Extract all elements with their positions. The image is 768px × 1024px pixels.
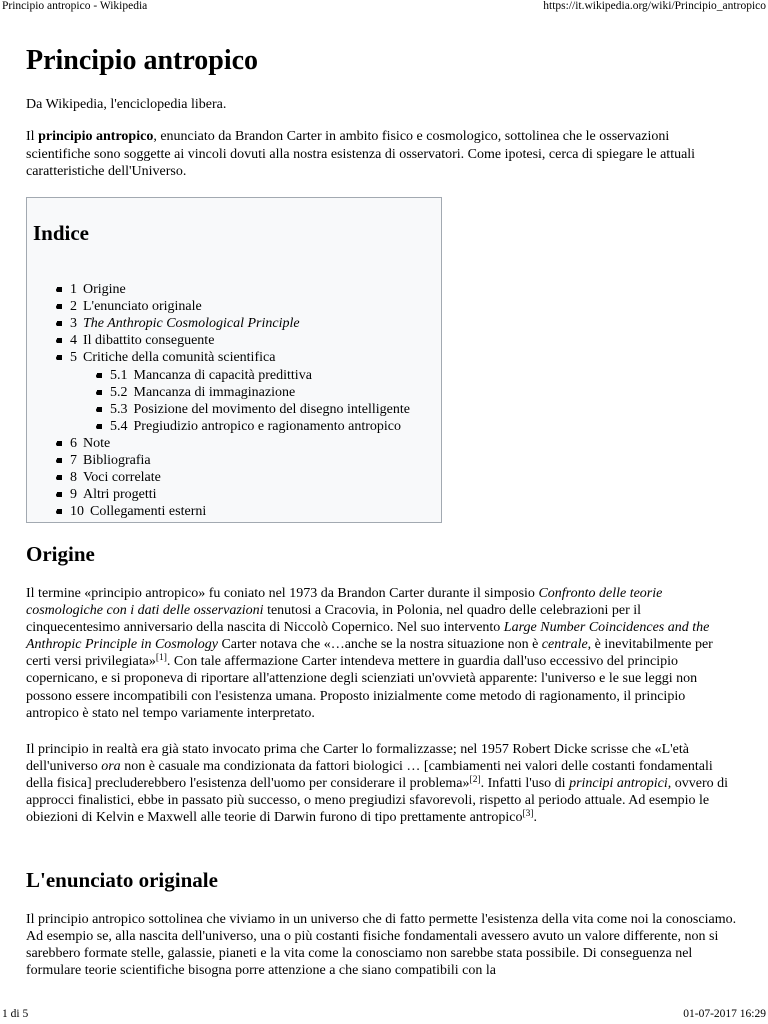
- toc-item-label[interactable]: Voci correlate: [83, 470, 161, 486]
- toc-item-label[interactable]: Note: [83, 435, 111, 451]
- text-run: .: [533, 810, 538, 826]
- intro-text-start: Il: [26, 129, 39, 144]
- toc-item[interactable]: [110, 401, 410, 418]
- toc-item[interactable]: [70, 281, 126, 298]
- toc-item-label[interactable]: Mancanza di immaginazione: [133, 384, 296, 400]
- toc-bullet: [57, 355, 62, 360]
- toc-item[interactable]: [70, 332, 214, 349]
- toc-item[interactable]: [70, 452, 151, 469]
- origine-paragraph-2: [26, 741, 738, 826]
- toc-item-number: 6: [70, 435, 77, 451]
- text-run: Carter notava che «…anche se la nostra situazione non è: [217, 637, 542, 653]
- toc-bullet: [57, 475, 62, 480]
- toc-bullet: [57, 441, 62, 446]
- section-heading-origine: Origine: [26, 542, 95, 566]
- toc-item-number: 5.3: [110, 401, 128, 417]
- text-run: non è casuale ma condizionata da fattori biologici … [cambiamenti nei valori delle costanti fondamentali della fisica] precluderebbero l'esistenza dell'uomo per considerare il problema»: [26, 759, 713, 792]
- reference-link-2[interactable]: [2]: [469, 775, 481, 786]
- toc-item-label[interactable]: Mancanza di capacità predittiva: [133, 367, 312, 383]
- toc-item-label[interactable]: Critiche della comunità scientifica: [83, 350, 276, 366]
- toc-item[interactable]: [70, 435, 110, 452]
- section-heading-enunciato: L'enunciato originale: [26, 868, 218, 892]
- toc-item-number: 2: [70, 299, 77, 315]
- text-run: tenutosi a Cracovia, in Polonia, nel quadro delle celebrazioni per il cinquecentesimo anniversario della nascita di Niccolò Copernico. Nel suo intervento: [26, 603, 642, 636]
- toc-item-label[interactable]: The Anthropic Cosmological Principle: [83, 316, 300, 332]
- toc-bullet: [57, 338, 62, 343]
- reference-link-3[interactable]: [3]: [522, 809, 534, 820]
- toc-item-number: 4: [70, 333, 77, 349]
- text-run: . Infatti l'uso di: [480, 776, 570, 792]
- toc-item-number: 1: [70, 282, 77, 297]
- toc-title: Indice: [33, 221, 90, 245]
- toc-item-label[interactable]: L'enunciato originale: [83, 299, 202, 315]
- text-run: , ovvero di approcci finalistici, ebbe in passato più successo, o meno pregiudizi sfavorevoli, rispetto al periodo attuale. Ad esempio le obiezioni di Kelvin e Maxwell alle teorie di Darwin furono di tipo prettamente antropico: [26, 776, 728, 826]
- text-run: Il principio in realtà era già stato invocato prima che Carter lo formalizzasse; nel 1957 Robert Dicke scrisse che «L'età dell'universo: [26, 742, 689, 775]
- toc-bullet: [57, 287, 62, 292]
- toc-item-number: 9: [70, 487, 77, 503]
- toc-item-number: 5: [70, 350, 77, 366]
- print-header-url: https://it.wikipedia.org/wiki/Principio_antropico: [543, 0, 766, 12]
- print-footer-datetime: 01-07-2017 16:29: [683, 1008, 766, 1020]
- toc-item[interactable]: [110, 384, 295, 401]
- intro-bold-term: principio antropico: [38, 129, 154, 144]
- italic-term: centrale: [541, 637, 588, 653]
- text-run: . Con tale affermazione Carter intendeva mettere in guardia dall'uso eccessivo del principio copernicano, e si proponeva di riportare all'attenzione degli scienziati un'ovvietà apparente: l'universo e le sue leggi non possono essere incompatibili con l'esistenza umana. Proposto inizialmente come metodo di ragionamento, il principio antropico è stato nel tempo variamente interpretato.: [26, 654, 698, 721]
- toc-item[interactable]: [70, 315, 300, 332]
- print-footer: [0, 1008, 768, 1022]
- italic-term: principi antropici: [569, 776, 668, 792]
- print-header: [0, 0, 768, 14]
- text-run: Il termine «principio antropico» fu coniato nel 1973 da Brandon Carter durante il simposio: [26, 586, 539, 601]
- toc-item-number: 7: [70, 453, 77, 468]
- toc-item-label[interactable]: Altri progetti: [83, 487, 157, 503]
- toc-item[interactable]: [70, 349, 275, 366]
- toc-item-label[interactable]: Posizione del movimento del disegno intelligente: [133, 401, 410, 417]
- intro-text-rest: , enunciato da Brandon Carter in ambito fisico e cosmologico, sottolinea che le osservazioni scientifiche sono soggette ai vincoli dovuti alla nostra esistenza di osservatori. Come ipotesi, cerca di spiegare le attuali caratteristiche dell'Universo.: [26, 129, 696, 179]
- toc-bullet: [97, 373, 102, 378]
- toc-item-number: 10: [70, 504, 84, 520]
- toc-item[interactable]: [70, 486, 157, 503]
- toc-bullet: [57, 492, 62, 497]
- toc-item-number: 5.4: [110, 418, 128, 434]
- print-footer-page-number: 1 di 5: [2, 1008, 29, 1020]
- italic-term: ora: [101, 759, 121, 775]
- site-subtitle: Da Wikipedia, l'enciclopedia libera.: [26, 97, 227, 112]
- toc-item-number: 8: [70, 470, 77, 486]
- enunciato-paragraph-1: Il principio antropico sottolinea che viviamo in un universo che di fatto permette l'esistenza della vita come noi la conosciamo. Ad esempio se, alla nascita dell'universo, una o più costanti fisiche fondamentali avessero avuto un valore differente, non si sarebbero formate stelle, galassie, pianeti e la vita come la conosciamo non sarebbe stata possibile. Di conseguenza nel formulare teorie scientifiche bisogna porre attenzione a che siano compatibili con la: [26, 912, 737, 979]
- origine-paragraph-1: [26, 585, 738, 722]
- reference-link-1[interactable]: [1]: [155, 653, 167, 664]
- toc-item-number: 3: [70, 316, 77, 332]
- toc-item-label[interactable]: Bibliografia: [83, 453, 151, 468]
- text-run: , è inevitabilmente per certi versi privilegiata»: [26, 637, 713, 670]
- toc-bullet: [97, 407, 102, 412]
- toc-bullet: [57, 509, 62, 514]
- toc-item-label[interactable]: Il dibattito conseguente: [83, 333, 215, 349]
- toc-bullet: [57, 321, 62, 326]
- toc-bullet: [97, 390, 102, 395]
- toc-bullet: [97, 424, 102, 429]
- toc-item[interactable]: [70, 298, 202, 315]
- page-title: Principio antropico: [26, 45, 259, 76]
- toc-bullet: [57, 304, 62, 309]
- print-header-page-title: Principio antropico - Wikipedia: [2, 0, 148, 12]
- toc-item[interactable]: [110, 367, 312, 384]
- italic-title: Large Number Coincidences and the Anthropic Principle in Cosmology: [26, 620, 710, 653]
- toc-item[interactable]: [70, 469, 161, 486]
- italic-title: Confronto delle teorie cosmologiche con i dati delle osservazioni: [26, 586, 663, 619]
- toc-item-label[interactable]: Pregiudizio antropico e ragionamento antropico: [133, 418, 401, 434]
- toc-item[interactable]: [70, 503, 206, 520]
- toc-item[interactable]: [110, 418, 401, 435]
- toc-bullet: [57, 458, 62, 463]
- toc-item-label[interactable]: Collegamenti esterni: [90, 504, 207, 520]
- toc-item-number: 5.2: [110, 384, 128, 400]
- toc-item-label[interactable]: Origine: [83, 282, 126, 297]
- intro-paragraph: [26, 128, 736, 181]
- toc-item-number: 5.1: [110, 367, 128, 383]
